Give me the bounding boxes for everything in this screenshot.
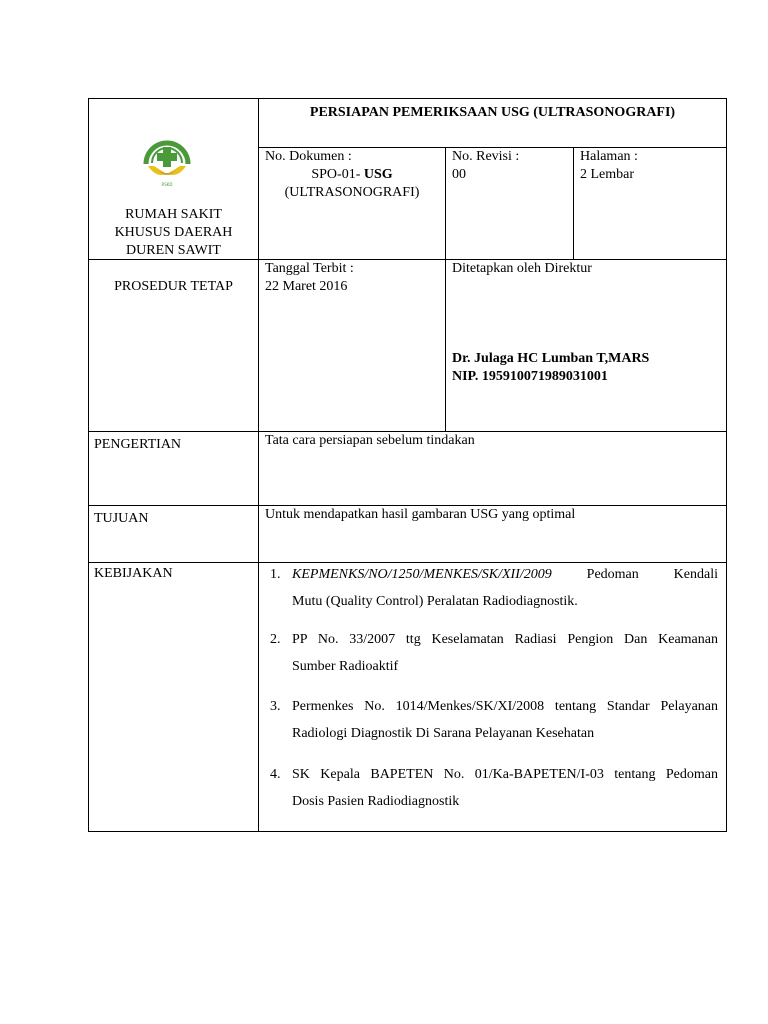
hospital-name-line3: DUREN SAWIT <box>126 243 221 258</box>
pengertian-label: PENGERTIAN <box>94 437 182 452</box>
director-nip: NIP. 195910071989031001 <box>452 369 608 384</box>
document-title: PERSIAPAN PEMERIKSAAN USG (ULTRASONOGRAFI) <box>309 105 676 120</box>
doc-number-bold: USG <box>363 167 393 182</box>
kebijakan-item-3-line1: Permenkes No. 1014/Menkes/SK/XI/2008 tentang Standar Pelayanan <box>292 699 718 714</box>
revision-label: No. Revisi : <box>452 149 520 164</box>
table-border-right <box>726 98 727 832</box>
table-border-top <box>88 98 727 99</box>
pengertian-text: Tata cara persiapan sebelum tindakan <box>265 433 475 448</box>
page-label: Halaman : <box>580 149 638 164</box>
table-border-bottom <box>88 831 727 832</box>
svg-text:RSKD: RSKD <box>161 182 173 187</box>
kebijakan-item-number: 1. <box>270 567 281 582</box>
kebijakan-item-1-line2: Mutu (Quality Control) Peralatan Radiodiagnostik. <box>292 594 578 609</box>
doc-number-line2: (ULTRASONOGRAFI) <box>284 185 420 200</box>
doc-number-prefix: SPO-01- <box>311 167 364 182</box>
kebijakan-label: KEBIJAKAN <box>94 566 173 581</box>
doc-number-value <box>259 166 445 184</box>
director-name: Dr. Julaga HC Lumban T,MARS <box>452 351 650 366</box>
kebijakan-item-1-line1 <box>292 566 718 584</box>
tujuan-text: Untuk mendapatkan hasil gambaran USG yang optimal <box>265 507 576 522</box>
hospital-logo <box>138 130 196 188</box>
kebijakan-item-number: 2. <box>270 632 281 647</box>
hospital-name-line2: KHUSUS DAERAH <box>114 225 233 240</box>
kebijakan-item-1-regulation: KEPMENKS/NO/1250/MENKES/SK/XII/2009 <box>292 567 552 582</box>
kebijakan-item-number: 3. <box>270 699 281 714</box>
table-line-col1 <box>258 98 259 832</box>
doc-number-label: No. Dokumen : <box>265 149 352 164</box>
table-line-col2 <box>445 147 446 432</box>
revision-value: 00 <box>452 167 466 182</box>
issue-date-value: 22 Maret 2016 <box>265 279 348 294</box>
procedure-label: PROSEDUR TETAP <box>114 279 233 294</box>
kebijakan-item-4-line2: Dosis Pasien Radiodiagnostik <box>292 794 460 809</box>
approved-by-label: Ditetapkan oleh Direktur <box>452 261 592 276</box>
hospital-name-line1: RUMAH SAKIT <box>125 207 222 222</box>
kebijakan-item-2-line2: Sumber Radioaktif <box>292 659 399 674</box>
page-value: 2 Lembar <box>580 167 635 182</box>
table-line-tujuan-bottom <box>88 562 727 563</box>
issue-date-label: Tanggal Terbit : <box>265 261 354 276</box>
tujuan-label: TUJUAN <box>94 511 149 526</box>
kebijakan-item-1-word: Pedoman <box>586 567 639 582</box>
kebijakan-item-1-word: Kendali <box>673 567 718 582</box>
kebijakan-item-number: 4. <box>270 767 281 782</box>
kebijakan-item-4-line1: SK Kepala BAPETEN No. 01/Ka-BAPETEN/I-03 tentang Pedoman <box>292 767 718 782</box>
kebijakan-item-3-line2: Radiologi Diagnostik Di Sarana Pelayanan Kesehatan <box>292 726 595 741</box>
table-line-col3 <box>573 147 574 260</box>
kebijakan-item-2-line1: PP No. 33/2007 ttg Keselamatan Radiasi Pengion Dan Keamanan <box>292 632 718 647</box>
